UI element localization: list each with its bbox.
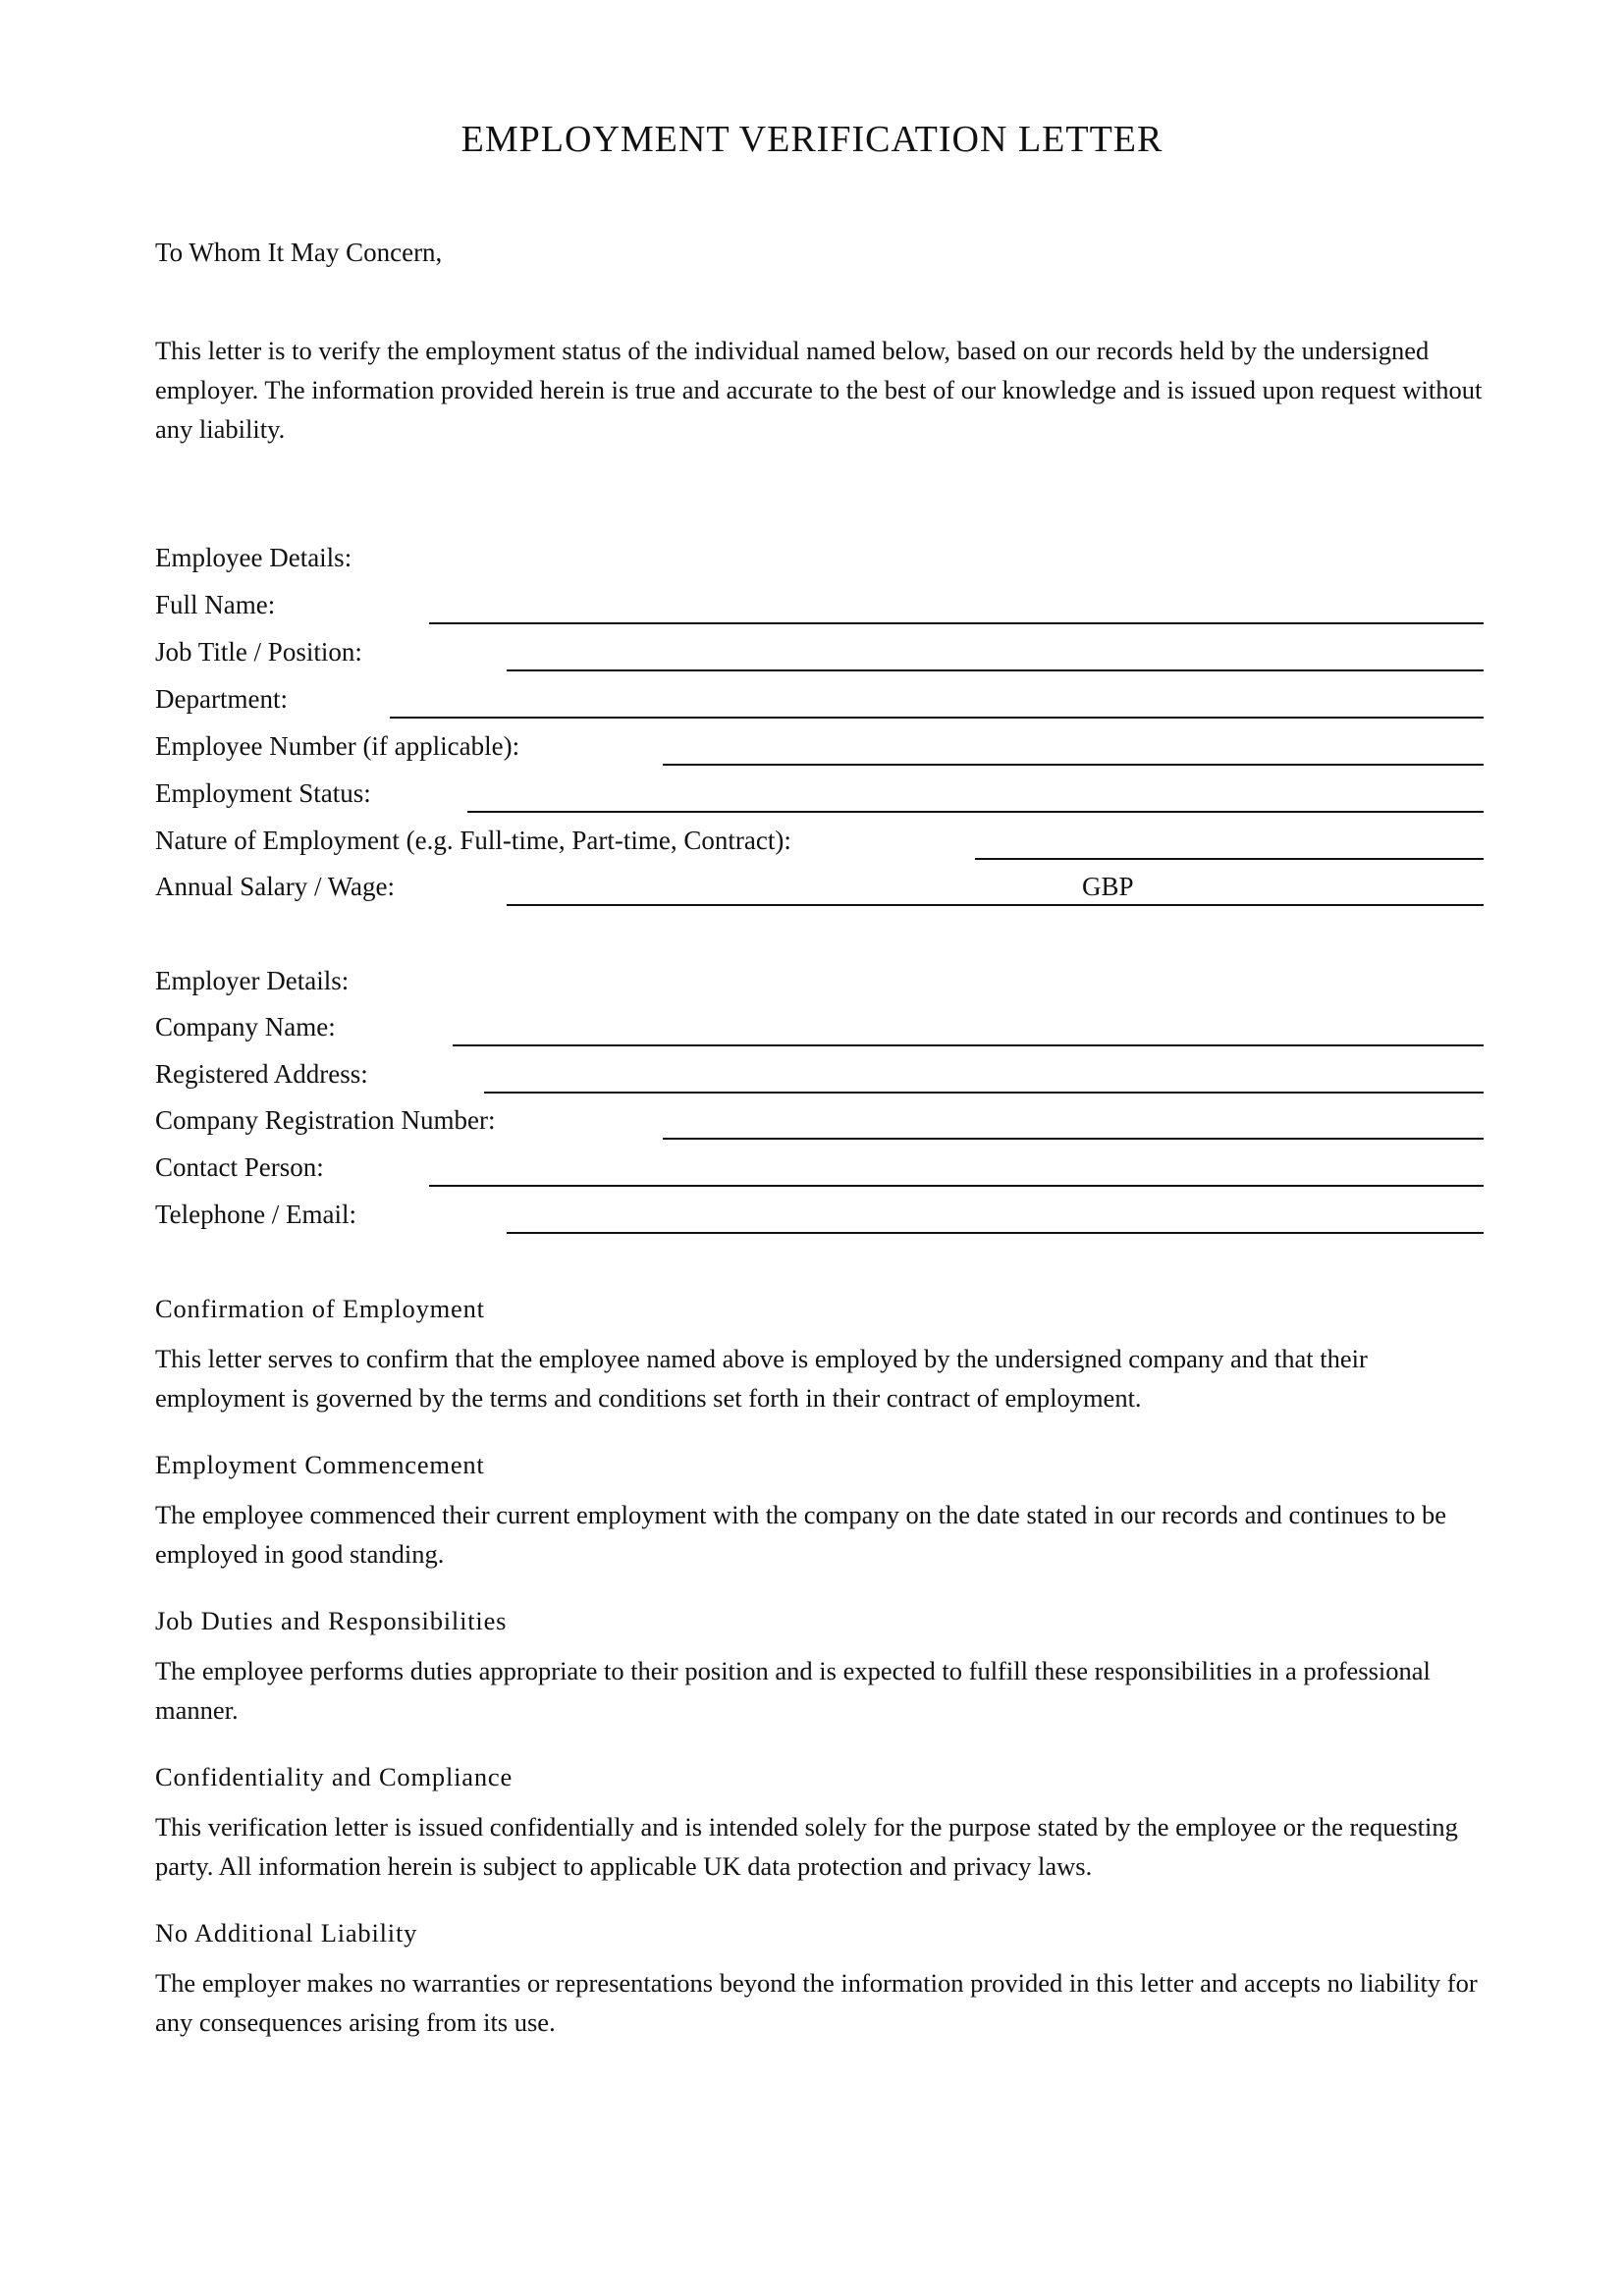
employee-details-heading: Employee Details: xyxy=(155,543,352,572)
employment-status-label: Employment Status: xyxy=(155,778,371,808)
liability-heading: No Additional Liability xyxy=(155,1918,418,1948)
registered-address-field xyxy=(155,1059,1484,1098)
confidentiality-paragraph: This verification letter is issued confidentially and is intended solely for the purpose stated by the employee or the requesting party. All information herein is subject to applicable UK data protection and privacy laws. xyxy=(155,1812,1458,1881)
contact-person-label: Contact Person: xyxy=(155,1152,324,1182)
nature-of-employment-field xyxy=(155,826,1484,865)
liability-paragraph: The employer makes no warranties or representations beyond the information provided in this letter and accepts no liability for any consequences arising from its use. xyxy=(155,1968,1478,2037)
company-registration-input-line[interactable] xyxy=(663,1138,1484,1140)
registered-address-label: Registered Address: xyxy=(155,1059,368,1089)
department-input-line[interactable] xyxy=(390,717,1484,719)
full-name-label: Full Name: xyxy=(155,590,276,619)
company-name-label: Company Name: xyxy=(155,1012,336,1041)
job-title-label: Job Title / Position: xyxy=(155,637,362,667)
telephone-email-field xyxy=(155,1200,1484,1239)
full-name-field xyxy=(155,590,1484,629)
job-title-input-line[interactable] xyxy=(507,669,1484,671)
duties-heading: Job Duties and Responsibilities xyxy=(155,1606,508,1635)
salutation: To Whom It May Concern, xyxy=(155,238,443,267)
nature-of-employment-input-line[interactable] xyxy=(975,858,1484,860)
intro-paragraph: This letter is to verify the employment status of the individual named below, based on our records held by the undersigned employer. The information provided herein is true and accurate to the best of our knowledge and is issued upon request without any liability. xyxy=(155,336,1483,444)
company-name-input-line[interactable] xyxy=(453,1044,1484,1046)
registered-address-input-line[interactable] xyxy=(484,1092,1484,1094)
employee-number-field xyxy=(155,731,1484,771)
company-name-field xyxy=(155,1012,1484,1051)
duties-paragraph: The employee performs duties appropriate to their position and is expected to fulfill these responsibilities in a professional manner. xyxy=(155,1656,1431,1725)
annual-salary-field xyxy=(155,872,1484,911)
employee-number-label: Employee Number (if applicable): xyxy=(155,731,520,761)
confidentiality-heading: Confidentiality and Compliance xyxy=(155,1762,514,1791)
commencement-paragraph: The employee commenced their current employment with the company on the date stated in our records and continues to be employed in good standing. xyxy=(155,1500,1446,1569)
currency-label: GBP xyxy=(1082,872,1134,901)
telephone-email-label: Telephone / Email: xyxy=(155,1200,357,1229)
employer-details-heading: Employer Details: xyxy=(155,966,350,995)
department-label: Department: xyxy=(155,684,288,714)
employment-status-input-line[interactable] xyxy=(467,811,1484,813)
company-registration-field xyxy=(155,1105,1484,1145)
contact-person-field xyxy=(155,1152,1484,1192)
annual-salary-label: Annual Salary / Wage: xyxy=(155,872,396,901)
confirmation-paragraph: This letter serves to confirm that the employee named above is employed by the undersigned company and that their employment is governed by the terms and conditions set forth in their contract of employment. xyxy=(155,1344,1368,1413)
employee-number-input-line[interactable] xyxy=(663,764,1484,766)
document-title: EMPLOYMENT VERIFICATION LETTER xyxy=(460,119,1164,160)
contact-person-input-line[interactable] xyxy=(429,1185,1484,1187)
annual-salary-input-line[interactable] xyxy=(507,904,1484,906)
confirmation-heading: Confirmation of Employment xyxy=(155,1294,485,1323)
commencement-heading: Employment Commencement xyxy=(155,1450,485,1479)
department-field xyxy=(155,684,1484,723)
telephone-email-input-line[interactable] xyxy=(507,1232,1484,1234)
job-title-field xyxy=(155,637,1484,676)
full-name-input-line[interactable] xyxy=(429,622,1484,624)
employment-status-field xyxy=(155,778,1484,818)
nature-of-employment-label: Nature of Employment (e.g. Full-time, Part-time, Contract): xyxy=(155,826,791,855)
company-registration-label: Company Registration Number: xyxy=(155,1105,496,1135)
